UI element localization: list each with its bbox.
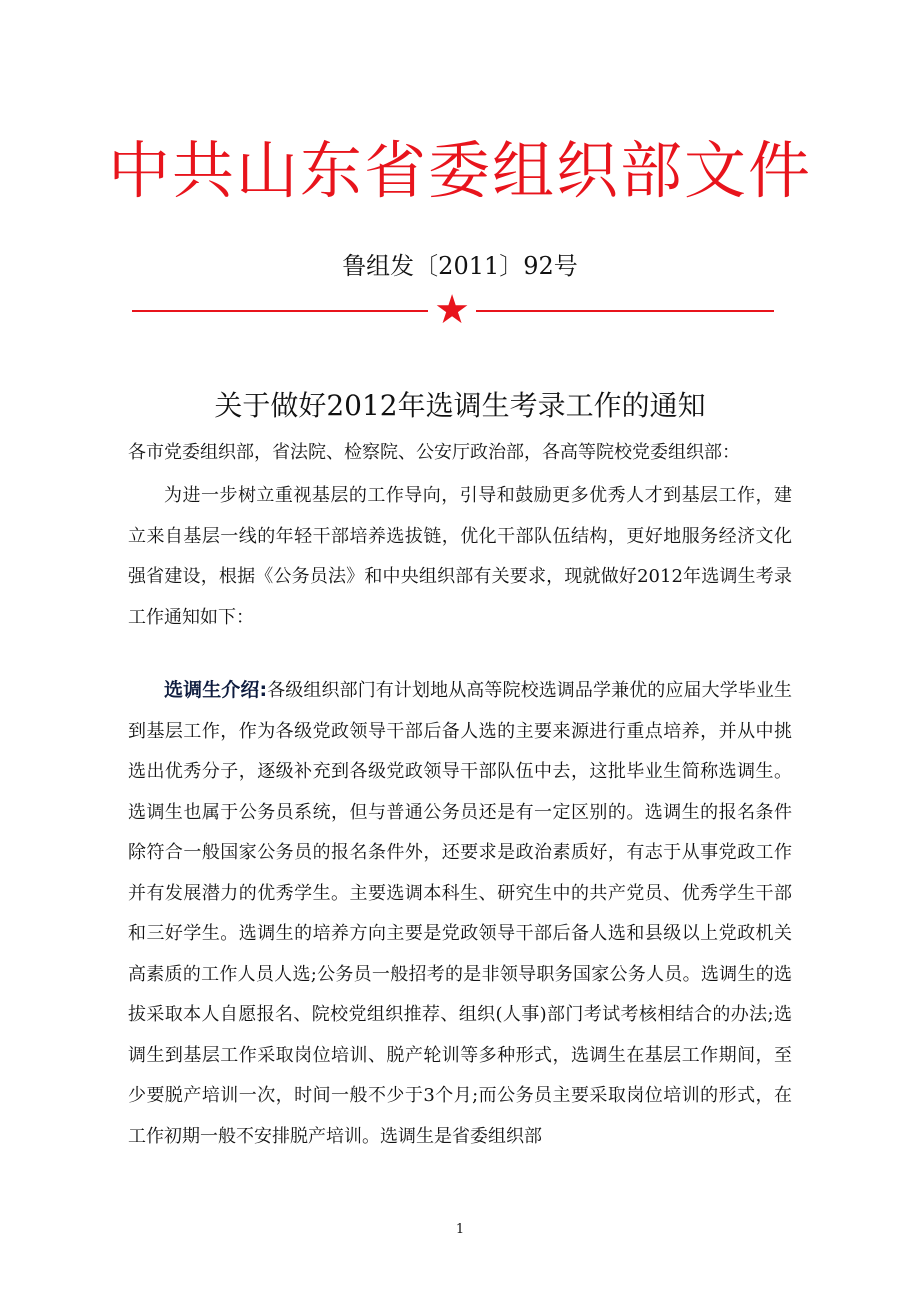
document-number: 鲁组发〔2011〕92号 bbox=[342, 252, 578, 280]
red-separator bbox=[128, 287, 778, 333]
separator-line-left bbox=[132, 310, 428, 312]
addressee-line: 各市党委组织部，省法院、检察院、公安厅政治部，各高等院校党委组织部： bbox=[128, 442, 740, 463]
section-lead: 选调生介绍: bbox=[164, 679, 268, 701]
page-number: 1 bbox=[455, 1222, 465, 1237]
masthead-title: 中共山东省委组织部文件 bbox=[107, 134, 812, 207]
star-icon: ★ bbox=[434, 287, 470, 333]
section-body: 各级组织部门有计划地从高等院校选调品学兼优的应届大学毕业生到基层工作，作为各级党政领导干部后备人选的主要来源进行重点培养，并从中挑选出优秀分子，逐级补充到各级党政领导干部队伍中去，这批毕业生简称选调生。选调生也属于公务员系统，但与普通公务员还是有一定区别的。选调生的报名条件除符合一般国家公务员的报名条件外，还要求是政治素质好，有志于从事党政工作并有发展潜力的优秀学生。主要选调本科生、研究生中的共产党员、优秀学生干部和三好学生。选调生的培养方向主要是党政领导干部后备人选和县级以上党政机关高素质的工作人员人选;公务员一般招考的是非领导职务国家公务人员。选调生的选拔采取本人自愿报名、院校党组织推荐、组织(人事)部门考试考核相结合的办法;选调生到基层工作采取岗位培训、脱产轮训等多种形式，选调生在基层工作期间，至少要脱产培训一次，时间一般不少于3个月;而公务员主要采取岗位培训的形式，在工作初期一般不安排脱产培训。选调生是省委组织部 bbox=[128, 680, 792, 1147]
introduction-paragraph bbox=[128, 670, 792, 1157]
separator-line-right bbox=[476, 310, 774, 312]
notice-title: 关于做好2012年选调生考录工作的通知 bbox=[214, 389, 706, 422]
intro-paragraph: 为进一步树立重视基层的工作导向，引导和鼓励更多优秀人才到基层工作，建立来自基层一线的年轻干部培养选拔链，优化干部队伍结构，更好地服务经济文化强省建设，根据《公务员法》和中央组织部有关要求，现就做好2012年选调生考录工作通知如下： bbox=[128, 485, 792, 628]
